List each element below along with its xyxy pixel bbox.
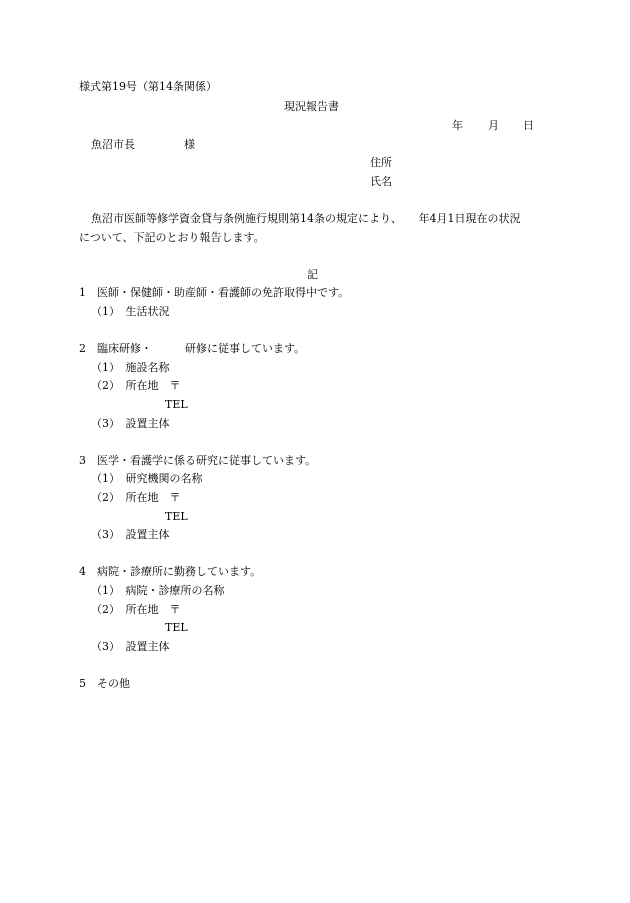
tel-label: TEL xyxy=(165,510,188,523)
date-day-label: 日 xyxy=(523,119,534,132)
section-item: （3） 設置主体 xyxy=(91,417,170,430)
form-number-label: 様式第19号（第14条関係） xyxy=(79,80,217,93)
document-title: 現況報告書 xyxy=(284,100,339,113)
section-item: （2） 所在地 〒 xyxy=(91,379,181,392)
section-item: （2） 所在地 〒 xyxy=(91,491,181,504)
tel-label: TEL xyxy=(165,621,188,634)
section-item: （2） 所在地 〒 xyxy=(91,603,181,616)
section-item: （3） 設置主体 xyxy=(91,528,170,541)
date-month-label: 月 xyxy=(488,119,499,132)
addressee-honorific: 様 xyxy=(184,138,195,151)
section-heading: 4 病院・診療所に勤務しています。 xyxy=(79,565,262,578)
date-year-label: 年 xyxy=(452,119,463,132)
body-text-line-1: 魚沼市医師等修学資金貸与条例施行規則第14条の規定により、 年4月1日現在の状況 xyxy=(91,212,521,225)
section-item: （3） 設置主体 xyxy=(91,640,170,653)
body-text-line-2: について、下記のとおり報告します。 xyxy=(79,231,265,244)
sender-name-label: 氏名 xyxy=(370,175,392,188)
section-heading: 2 臨床研修・ 研修に従事しています。 xyxy=(79,342,306,355)
section-item: （1） 施設名称 xyxy=(91,361,170,374)
section-heading: 1 医師・保健師・助産師・看護師の免許取得中です。 xyxy=(79,286,350,299)
section-heading: 3 医学・看護学に係る研究に従事しています。 xyxy=(79,454,317,467)
addressee-name: 魚沼市長 xyxy=(91,138,135,151)
section-item: （1） 生活状況 xyxy=(91,305,170,318)
section-heading: 5 その他 xyxy=(79,677,130,690)
ki-heading: 記 xyxy=(307,268,318,281)
section-item: （1） 病院・診療所の名称 xyxy=(91,584,225,597)
sender-address-label: 住所 xyxy=(370,156,392,169)
section-item: （1） 研究機関の名称 xyxy=(91,472,203,485)
tel-label: TEL xyxy=(165,398,188,411)
